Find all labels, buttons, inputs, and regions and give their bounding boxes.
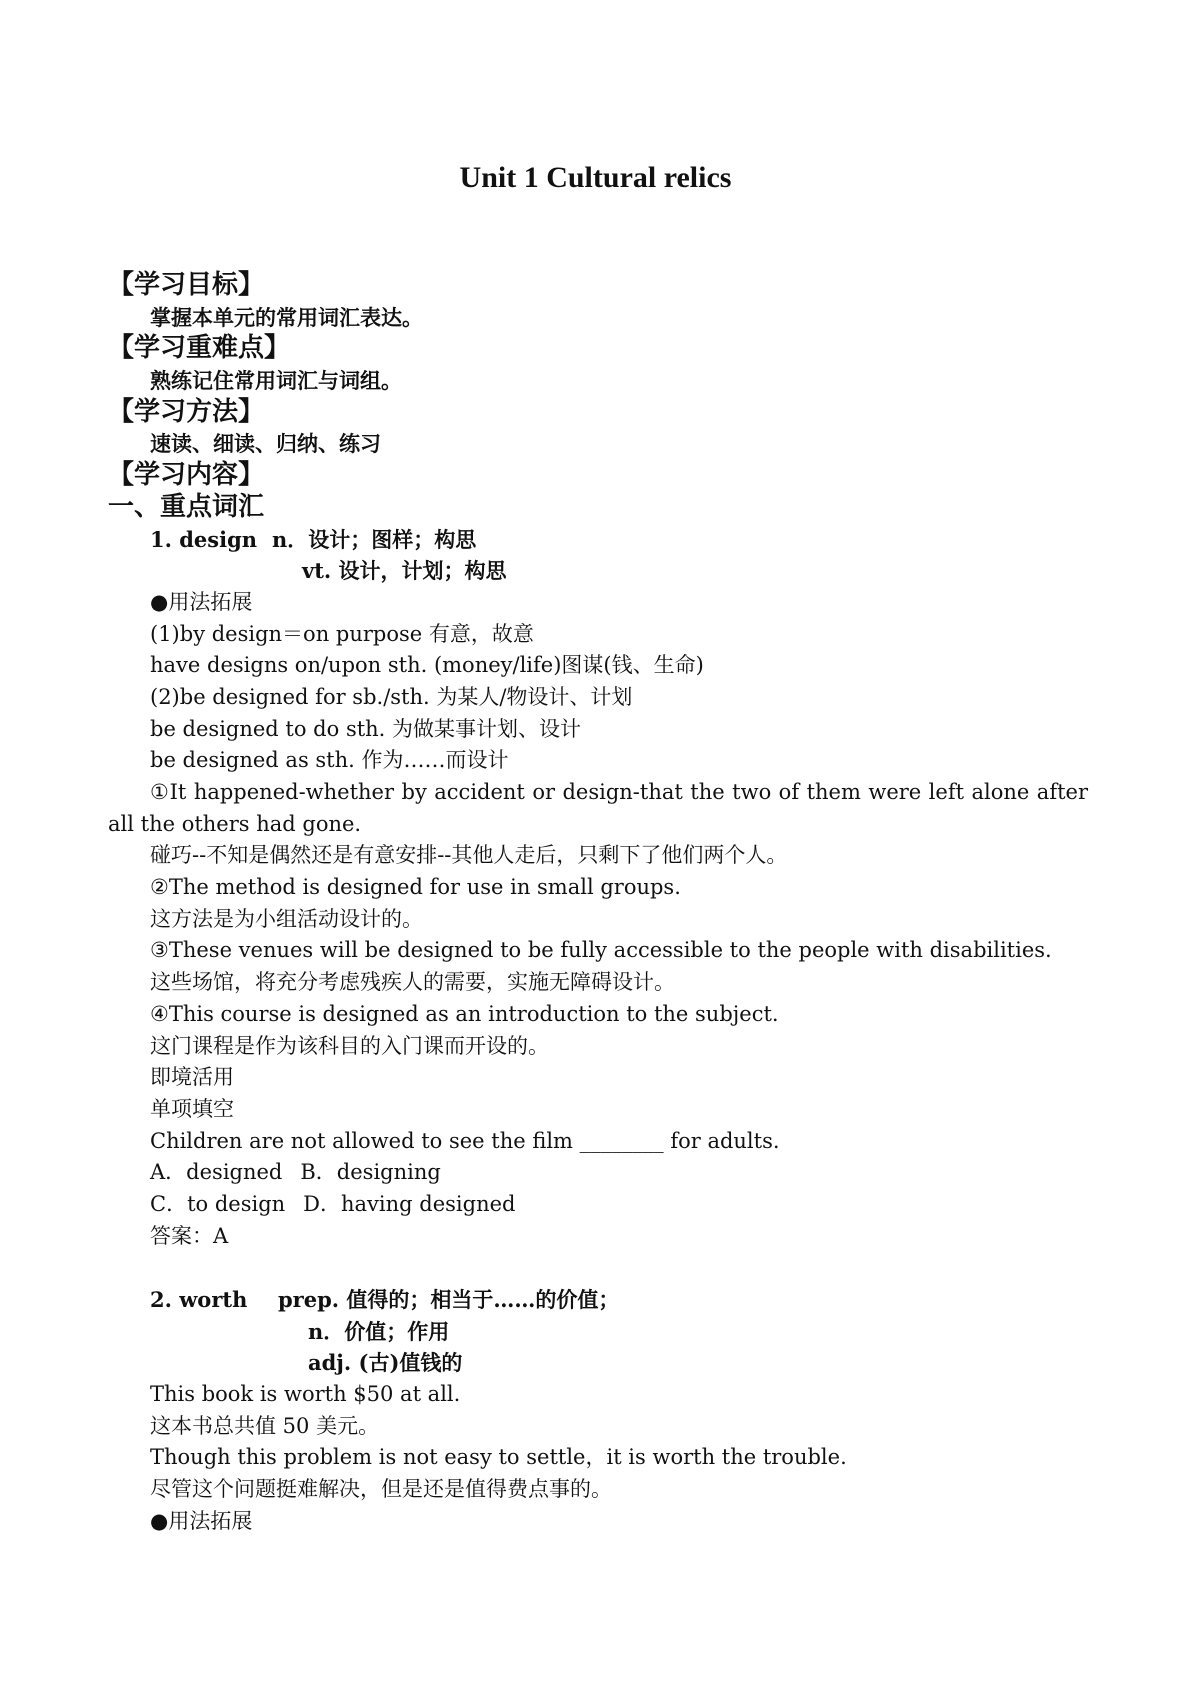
example-sentence-en: This book is worth $50 at all. bbox=[150, 1382, 461, 1407]
usage-item: (2)be designed for sb./sth. 为某人/物设计、计划 bbox=[150, 684, 633, 709]
example-sentence-en: ①It happened-whether by accident or design-that the two of them were left alone after all the others had gone. bbox=[108, 780, 1088, 836]
example-sentence-cn: 这门课程是作为该科目的入门课而开设的。 bbox=[150, 1033, 549, 1058]
example-sentence-cn: 这些场馆，将充分考虑残疾人的需要，实施无障碍设计。 bbox=[150, 970, 675, 995]
key-points-text: 熟练记住常用词汇与词组。 bbox=[150, 368, 402, 394]
spacer bbox=[108, 1252, 1088, 1284]
usage-item: have designs on/upon sth. (money/life)图谋(钱、生命) bbox=[150, 653, 704, 678]
options-row bbox=[108, 1189, 1088, 1221]
example-sentence-cn: 这本书总共值 50 美元。 bbox=[150, 1413, 380, 1438]
word-entry-design bbox=[108, 524, 1088, 556]
practice-label: 即境活用 bbox=[150, 1065, 234, 1090]
example-sentence-en: ②The method is designed for use in small groups. bbox=[150, 875, 681, 900]
definition-noun: n．设计；图样；构思 bbox=[272, 526, 477, 552]
objectives-text: 掌握本单元的常用词汇表达。 bbox=[150, 304, 423, 330]
example-sentence-en: ③These venues will be designed to be fully accessible to the people with disabilities. bbox=[150, 938, 1052, 963]
definition-verb: vt. 设计，计划；构思 bbox=[302, 558, 507, 584]
usage-item: (1)by design＝on purpose 有意，故意 bbox=[150, 621, 534, 646]
example-sentence-cn: 碰巧--不知是偶然还是有意安排--其他人走后，只剩下了他们两个人。 bbox=[150, 843, 788, 868]
headword-design: 1. design bbox=[150, 526, 258, 552]
option-b: B．designing bbox=[300, 1160, 441, 1185]
section-heading-key-vocabulary: 一、重点词汇 bbox=[108, 491, 265, 522]
usage-item: be designed as sth. 作为……而设计 bbox=[150, 748, 509, 773]
methods-heading: 【学习方法】 bbox=[108, 396, 265, 427]
example-sentence-en: Though this problem is not easy to settle，it is worth the trouble. bbox=[150, 1445, 847, 1470]
exercise-label: 单项填空 bbox=[150, 1096, 234, 1121]
definition-prep: prep. 值得的；相当于……的价值； bbox=[278, 1287, 620, 1313]
definition-adj: adj. (古)值钱的 bbox=[308, 1350, 463, 1376]
word-entry-worth bbox=[108, 1284, 1088, 1316]
methods-text: 速读、细读、归纳、练习 bbox=[150, 431, 381, 457]
definition-noun: n．价值；作用 bbox=[308, 1318, 450, 1344]
usage-item: be designed to do sth. 为做某事计划、设计 bbox=[150, 716, 582, 741]
options-row bbox=[108, 1157, 1088, 1189]
exercise-answer: 答案：A bbox=[150, 1223, 229, 1248]
option-c: C．to design bbox=[150, 1191, 286, 1216]
document-body bbox=[108, 270, 1088, 1538]
option-d: D．having designed bbox=[303, 1191, 516, 1216]
content-heading: 【学习内容】 bbox=[108, 460, 265, 491]
example-sentence-cn: 尽管这个问题挺难解决，但是还是值得费点事的。 bbox=[150, 1477, 612, 1502]
usage-label: ●用法拓展 bbox=[150, 589, 253, 614]
example-sentence-cn: 这方法是为小组活动设计的。 bbox=[150, 906, 423, 931]
headword-worth: 2. worth bbox=[150, 1287, 248, 1313]
exercise-question: Children are not allowed to see the film ________ for adults. bbox=[150, 1128, 780, 1153]
example-sentence-en: ④This course is designed as an introduction to the subject. bbox=[150, 1001, 779, 1026]
key-points-heading: 【学习重难点】 bbox=[108, 333, 291, 364]
page-title: Unit 1 Cultural relics bbox=[459, 161, 732, 194]
usage-label: ●用法拓展 bbox=[150, 1508, 253, 1533]
option-a: A．designed bbox=[150, 1160, 283, 1185]
objectives-heading: 【学习目标】 bbox=[108, 270, 265, 300]
